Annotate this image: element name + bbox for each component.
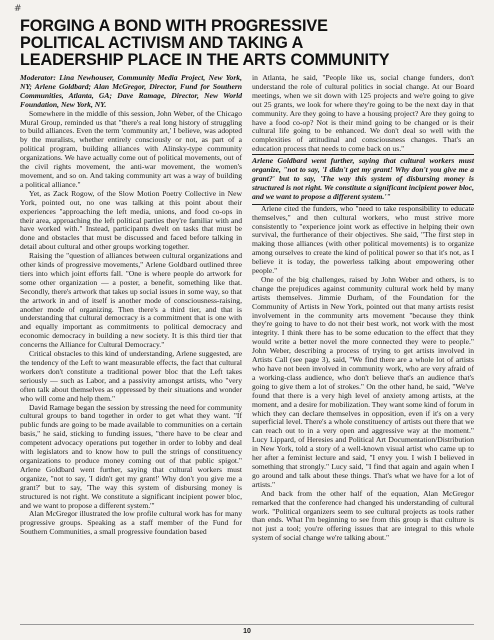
paragraph: Alan McGregor illustrated the low profile cultural work has for many progressive groups. Speaking as a staff member of the Fund for Southern Communities, a small progressive foundation based [20, 509, 242, 537]
paragraph: in Atlanta, he said, "People like us, social change funders, don't understand the role of cultural politics in social change. At our Board meetings, when we sit down with 125 projects and we're going to give out 25 grants, we look for where they're going to be the next day in that community. Are they going to have a housing project? Are they going to have a food co-op? Not is their mind going to be changed or is their cultural life going to be enhanced. We don't deal so well with the complexities of attitudinal and consciousness changes. That's an education process that needs to come back on us." [252, 73, 474, 154]
right-column [252, 74, 474, 543]
paragraph: Yet, as Zack Rogow, of the Slow Motion Poetry Collective in New York, pointed out, no one was talking at this point about their experiences "approaching the left media, unions, and food co-ops in their area, approaching the left political parties they're familiar with and have worked with." Instead, participants dwelt on tasks that must be done and obstacles that must be discussed and faced before talking in detail about cultural and other groups working together. [20, 188, 242, 252]
paragraph: Arlene cited the funders, who "need to take responsibility to educate themselves," and then cultural workers, who must strive more consistently to "experience joint work as effective in helping their own survival, the furtherance of their objectives. She said, "The first step in making those alliances (with other political movements) is to organize among ourselves to create the kind of political power so that it's not, as I believe it is today, the powerless talking about empowering other people." [252, 203, 474, 276]
paragraph: Somewhere in the middle of this session, John Weber, of the Chicago Mural Group, reminded us that "there's a real long history of struggling to build alliances. Even the term 'community art,' I believe, was adopted by the muralists, whether entirely consciously or not, as part of a political program, building alliances with Alinsky-type community organizations. We have actually come out of political movements, out of the civil rights movement, the anti-war movement, the women's movement, and so on. And taking community art was a way of building a political alliance." [20, 108, 242, 189]
article-headline [20, 18, 476, 69]
footer-rule [20, 624, 474, 625]
paragraph: And back from the other half of the equation, Alan McGregor remarked that the conference had changed his understanding of cultural work. "Political organizers seem to see cultural projects as tools rather than ends. What I'm beginning to see from this group is that culture is not just a tool; you're offering issues that are integral to this whole system of social change we're talking about." [252, 488, 474, 543]
paragraph: Raising the "question of alliances between cultural organizations and other kinds of progressive movements," Arlene Goldbard outlined three tiers into which joint efforts fall. "One is where people do artwork for some other organization — a poster, a benefit, something like that. Secondly, there's artwork that takes up social issues in some way, so that the artwork in and of itself is another mode of consciousness-raising, another mode of organizing. Then there's a third tier, and that is understanding that cultural democracy is a commitment that is one with and equally important as commitments to political democracy and economic democracy in building a new society. It is this third tier that concerns the Alliance for Cultural Democracy." [20, 251, 242, 350]
pull-quote: Arlene Goldbard went further, saying that cultural workers must organize, "not to say, 'I didn't get my grant! Why don't you give me a grant?' but to say, 'The way this system of disbursing money is structured is not right. We constitute a significant incipient power bloc, and we want to propose a different system.'" [252, 154, 474, 205]
left-column [20, 74, 242, 537]
headline-line-1: FORGING A BOND WITH PROGRESSIVE [20, 17, 328, 35]
page-number: 10 [243, 628, 251, 635]
moderator-credits: Moderator: Lina Newhouser, Community Media Project, New York, NY; Arlene Goldbard; Alan McGregor, Director, Fund for Southern Communities, Atlanta, GA; Dave Ramage, Director, New World Foundation, New York, NY. [20, 73, 242, 109]
headline-line-2: POLITICAL ACTIVISM AND TAKING A [20, 34, 304, 52]
paragraph: Critical obstacles to this kind of understanding, Arlene suggested, are the tendency of the Left to want measurable effects, the fact that cultural workers don't constitute a traditional power bloc that the Left takes seriously — such as Labor, and a passivity amongst artists, who "very often talk about themselves as oppressed by their situations and wonder who will come and help them." [20, 349, 242, 403]
paragraph: One of the big challenges, raised by John Weber and others, is to change the prejudices against community cultural work held by many artists themselves. Jimmie Durham, of the Foundation for the Community of Artists in New York, pointed out that many artists resist involvement in the community arts movement "because they think they're going to have to do not their best work, not work with the most integrity. I think there has to be some education to the effect that they would write a better novel the more connected they were to people." John Weber, describing a process of trying to get artists involved in Artists Call (see page 3), said, "We find there are a whole lot of artists who have not been involved in community work, who are very afraid of a working-class audience, who don't believe that's an audience that's going to give them a lot of strokes." On the other hand, he said, "We've found that there is a very high level of anxiety among artists, at the moment, and a desire for mobilization. They want some kind of forum in which they can declare themselves in opposition, even if it's on a very superficial level. There's a whole constituency of artists out there that we can reach out to in a very open and aggressive way at the moment." Lucy Lippard, of Heresies and Political Art Documentation/Distribution in New York, told a story of a well-known visual artist who came up to her after a feminist lecture and said, "I envy you. I wish I believed in something that strongly." Lucy said, "I find that again and again when I go around and talk about these things. That's what we have for a lot of artists." [252, 274, 474, 489]
paragraph: David Ramage began the session by stressing the need for community cultural groups to band together in order to get what they want. "If public funds are going to be made available to communities on a certain basis," he said, sticking to funding issues, "there have to be clear and competent advocacy operations put together in order to lobby and deal with legislators and to know how to pull the strings of constituency organizations to produce money coming out of that public spigot." Arlene Goldbard went further, saying that cultural workers must organize, "not to say, 'I didn't get my grant!' Why don't you give me a grant?' but to say, 'The way this system of disbursing money is structured is not right. We constitute a significant incipient power bloc, and we want to propose a different system.'" [20, 402, 242, 510]
corner-mark: # [14, 4, 22, 14]
headline-line-3: LEADERSHIP PLACE IN THE ARTS COMMUNITY [20, 51, 390, 69]
